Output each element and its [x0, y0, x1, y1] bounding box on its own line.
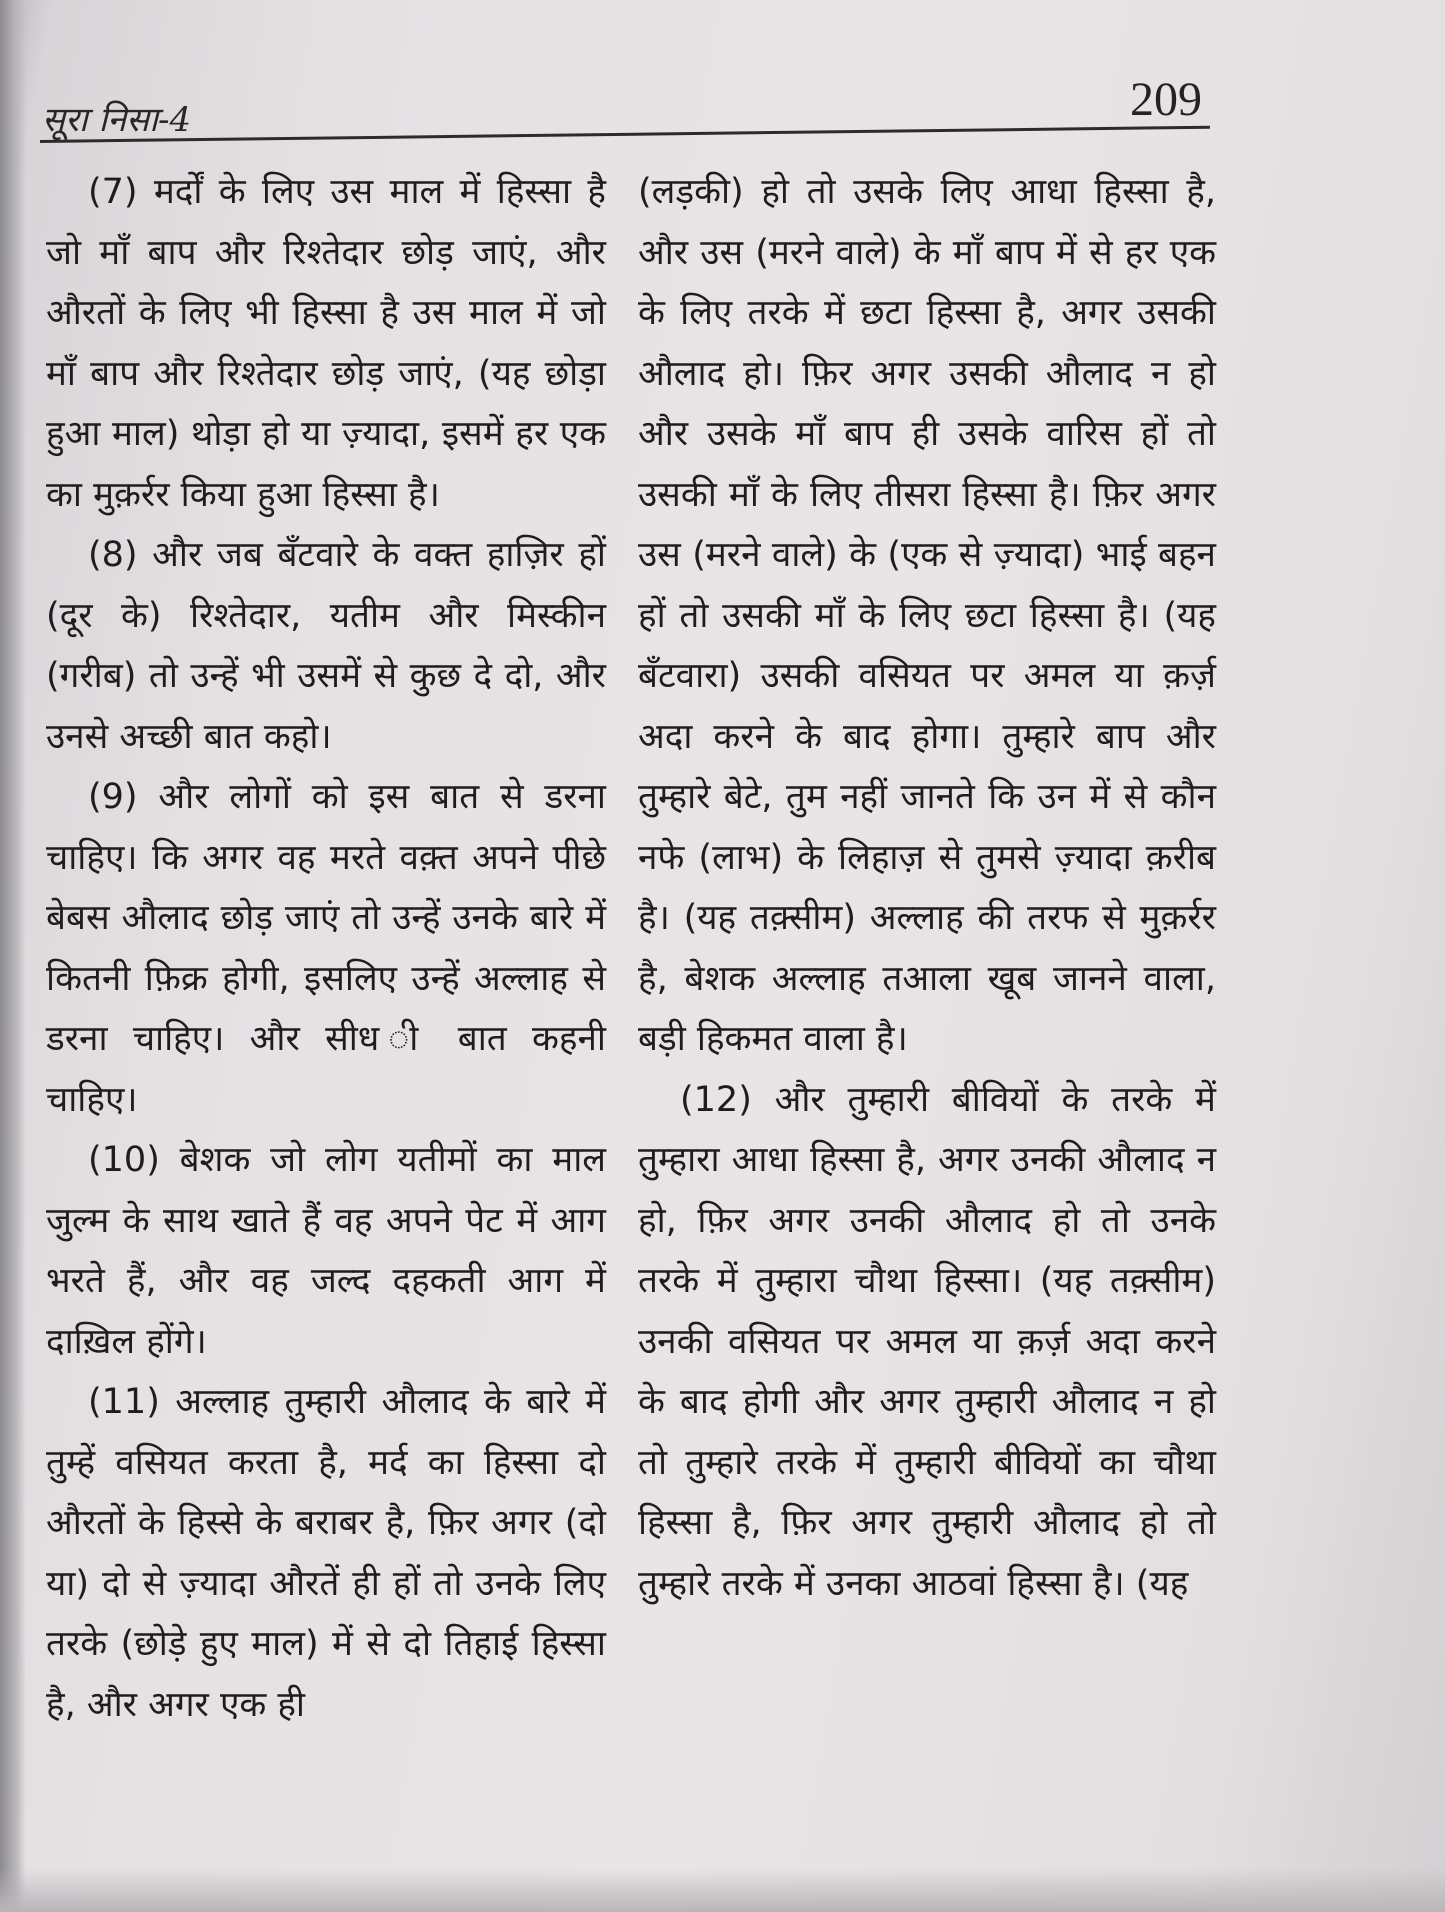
running-head: सूरा निसा-4	[42, 100, 192, 140]
left-column	[46, 162, 606, 1735]
verse-8: (8) और जब बँटवारे के वक्त हाज़िर हों (दूर के) रिश्तेदार, यतीम और मिस्कीन (गरीब) तो उन्हें भी उसमें से कुछ दे दो, और उनसे अच्छी बात कहो।	[46, 535, 606, 757]
verse-11-continued: (लड़की) हो तो उसके लिए आधा हिस्सा है, और उस (मरने वाले) के माँ बाप में से हर एक के लिए तरके में छटा हिस्सा है, अगर उसकी औलाद हो। फ़िर अगर उसकी औलाद न हो और उसके माँ बाप ही उसके वारिस हों तो उसकी माँ के लिए तीसरा हिस्सा है। फ़िर अगर उस (मरने वाले) के (एक से ज़्यादा) भाई बहन हों तो उसकी माँ के लिए छटा हिस्सा है। (यह बँटवारा) उसकी वसियत पर अमल या क़र्ज़ अदा करने के बाद होगा। तुम्हारे बाप और तुम्हारे बेटे, तुम नहीं जानते कि उन में से कौन नफे (लाभ) के लिहाज़ से तुमसे ज़्यादा क़रीब है। (यह तक़्सीम) अल्लाह की तरफ से मुक़र्रर है, बेशक अल्लाह तआला खूब जानने वाला, बड़ी हिकमत वाला है।	[638, 172, 1216, 1059]
verse-9: (9) और लोगों को इस बात से डरना चाहिए। कि अगर वह मरते वक़्त अपने पीछे बेबस औलाद छोड़ जाएं तो उन्हें उनके बारे में कितनी फ़िक्र होगी, इसलिए उन्हें अल्लाह से डरना चाहिए। और सीध ी बात कहनी चाहिए।	[46, 777, 606, 1120]
page-bottom-shadow	[0, 1868, 1445, 1912]
page-number: 209	[1130, 73, 1202, 126]
verse-12: (12) और तुम्हारी बीवियों के तरके में तुम्हारा आधा हिस्सा है, अगर उनकी औलाद न हो, फ़िर अगर उनकी औलाद हो तो उनके तरके में तुम्हारा चौथा हिस्सा। (यह तक़्सीम) उनकी वसियत पर अमल या क़र्ज़ अदा करने के बाद होगी और अगर तुम्हारी औलाद न हो तो तुम्हारे तरके में तुम्हारी बीवियों का चौथा हिस्सा है, फ़िर अगर तुम्हारी औलाद हो तो तुम्हारे तरके में उनका आठवां हिस्सा है। (यह	[638, 1079, 1216, 1604]
verse-7: (7) मर्दों के लिए उस माल में हिस्सा है जो माँ बाप और रिश्तेदार छोड़ जाएं, और औरतों के लिए भी हिस्सा है उस माल में जो माँ बाप और रिश्तेदार छोड़ जाएं, (यह छोड़ा हुआ माल) थोड़ा हो या ज़्यादा, इसमें हर एक का मुक़र्रर किया हुआ हिस्सा है।	[46, 172, 606, 515]
verse-11-start: (11) अल्लाह तुम्हारी औलाद के बारे में तुम्हें वसियत करता है, मर्द का हिस्सा दो औरतों के हिस्से के बराबर है, फ़िर अगर (दो या) दो से ज़्यादा औरतें ही हों तो उनके लिए तरके (छोड़े हुए माल) में से दो तिहाई हिस्सा है, और अगर एक ही	[46, 1382, 606, 1725]
right-column	[638, 162, 1216, 1614]
header-rule	[40, 126, 1210, 143]
verse-10: (10) बेशक जो लोग यतीमों का माल जुल्म के साथ खाते हैं वह अपने पेट में आग भरते हैं, और वह जल्द दहकती आग में दाख़िल होंगे।	[46, 1140, 606, 1362]
binding-gutter-shadow	[0, 0, 26, 1912]
